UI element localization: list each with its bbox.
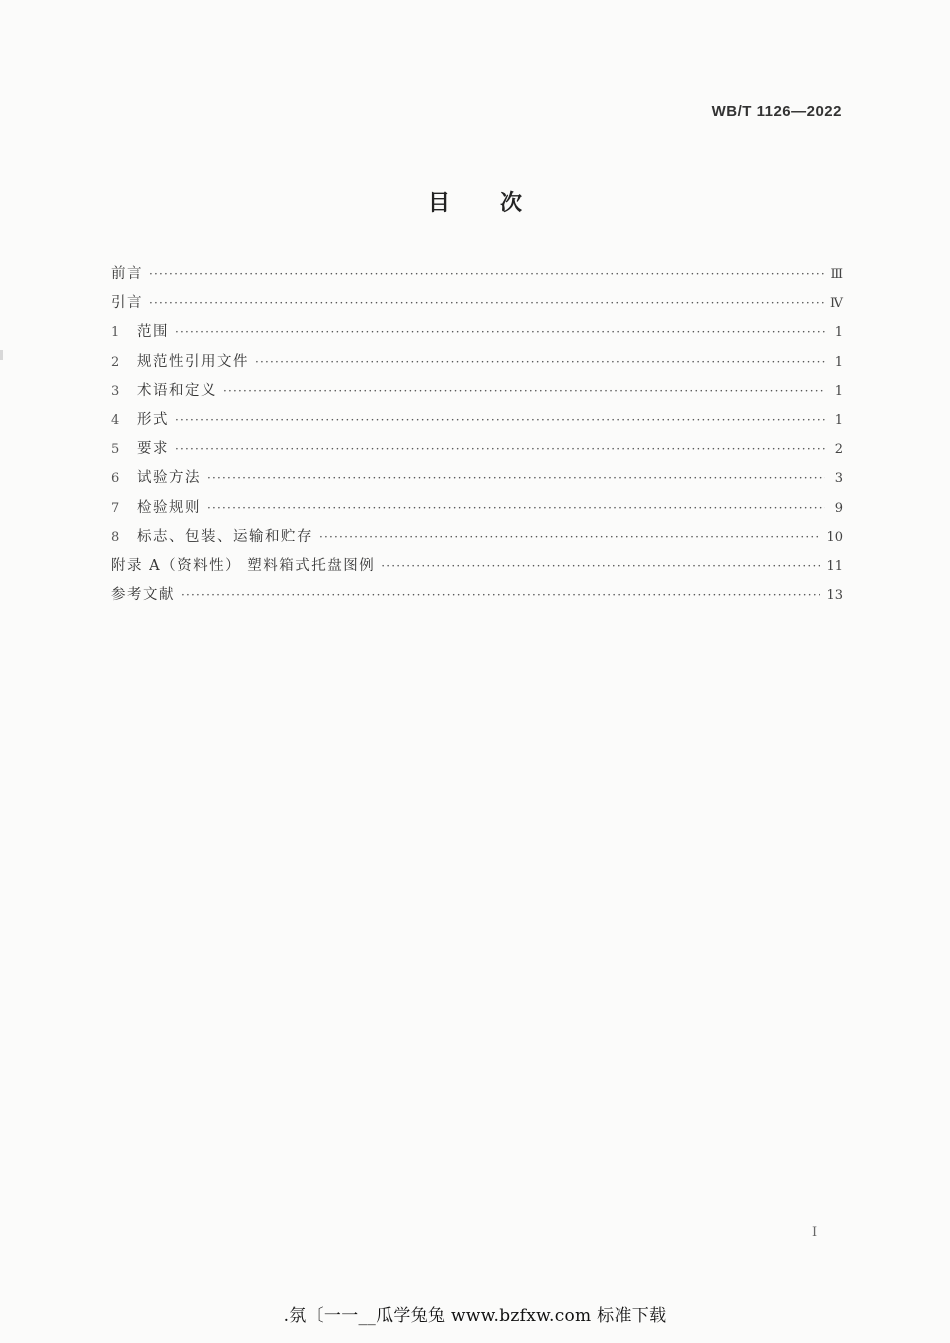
toc-leader-dots: [149, 296, 824, 310]
toc-entry-text: 附录 A（资料性） 塑料箱式托盘图例: [111, 557, 376, 574]
toc-entry-number: 2: [111, 354, 120, 370]
toc-entry-number: 8: [111, 529, 120, 545]
toc-leader-dots: [223, 384, 825, 398]
toc-entry-requirements[interactable]: [111, 437, 843, 466]
toc-entry-page: 1: [834, 325, 843, 341]
toc-entry-page: 3: [834, 471, 843, 487]
toc-entry-marking-packaging[interactable]: [111, 525, 843, 554]
toc-entry-page: Ⅳ: [830, 296, 843, 312]
toc-entry-text: 规范性引用文件: [137, 353, 249, 370]
toc-entry-text: 试验方法: [137, 470, 201, 487]
toc-entry-form[interactable]: [111, 408, 843, 437]
toc-leader-dots: [149, 267, 824, 281]
toc-entry-page: 13: [826, 588, 843, 604]
scan-edge-mark: [0, 350, 3, 360]
page-title: 目次: [427, 191, 572, 216]
toc-entry-page: 9: [834, 500, 843, 516]
toc-entry-text: 要求: [137, 441, 169, 458]
watermark-text: .氛〔一一__瓜学兔兔 www.bzfxw.com 标准下载: [283, 1306, 667, 1326]
toc-leader-dots: [181, 588, 820, 602]
page-number: I: [812, 1225, 818, 1240]
standard-code: WB/T 1126—2022: [711, 103, 842, 120]
toc-leader-dots: [381, 559, 820, 573]
toc-entry-appendix-a[interactable]: [111, 554, 843, 583]
toc-entry-text: 检验规则: [137, 499, 201, 516]
toc-entry-text: 前言: [111, 266, 143, 282]
toc-entry-page: 10: [826, 529, 843, 545]
toc-entry-text: 标志、包装、运输和贮存: [137, 528, 313, 545]
toc-entry-foreword[interactable]: [111, 262, 843, 291]
toc-leader-dots: [319, 530, 820, 544]
toc-entry-page: 2: [834, 442, 843, 458]
toc-leader-dots: [175, 325, 825, 339]
toc-entry-page: 11: [826, 558, 843, 574]
toc-entry-normative-references[interactable]: [111, 350, 843, 379]
toc-entry-page: 1: [834, 354, 843, 370]
toc-entry-number: 4: [111, 412, 120, 428]
toc-entry-text: 范围: [137, 324, 169, 341]
toc-entry-page: 1: [834, 412, 843, 428]
toc-entry-number: 3: [111, 383, 120, 399]
toc-entry-page: Ⅲ: [830, 267, 843, 282]
table-of-contents: [111, 262, 843, 612]
toc-leader-dots: [255, 355, 825, 369]
toc-leader-dots: [175, 442, 825, 456]
toc-entry-number: 5: [111, 442, 120, 458]
toc-leader-dots: [207, 471, 825, 485]
toc-entry-text: 参考文献: [111, 587, 175, 604]
toc-entry-introduction[interactable]: [111, 291, 843, 320]
toc-entry-text: 术语和定义: [137, 382, 217, 399]
toc-entry-text: 形式: [137, 411, 169, 428]
toc-entry-terms-definitions[interactable]: [111, 379, 843, 408]
toc-leader-dots: [175, 413, 825, 427]
toc-entry-bibliography[interactable]: [111, 583, 843, 612]
toc-entry-text: 引言: [111, 295, 143, 312]
toc-entry-test-methods[interactable]: [111, 466, 843, 495]
toc-entry-page: 1: [834, 383, 843, 399]
toc-entry-number: 1: [111, 325, 120, 341]
toc-entry-scope[interactable]: [111, 320, 843, 349]
toc-entry-number: 6: [111, 471, 120, 487]
toc-entry-inspection-rules[interactable]: [111, 496, 843, 525]
toc-entry-number: 7: [111, 500, 120, 516]
toc-leader-dots: [207, 501, 825, 515]
